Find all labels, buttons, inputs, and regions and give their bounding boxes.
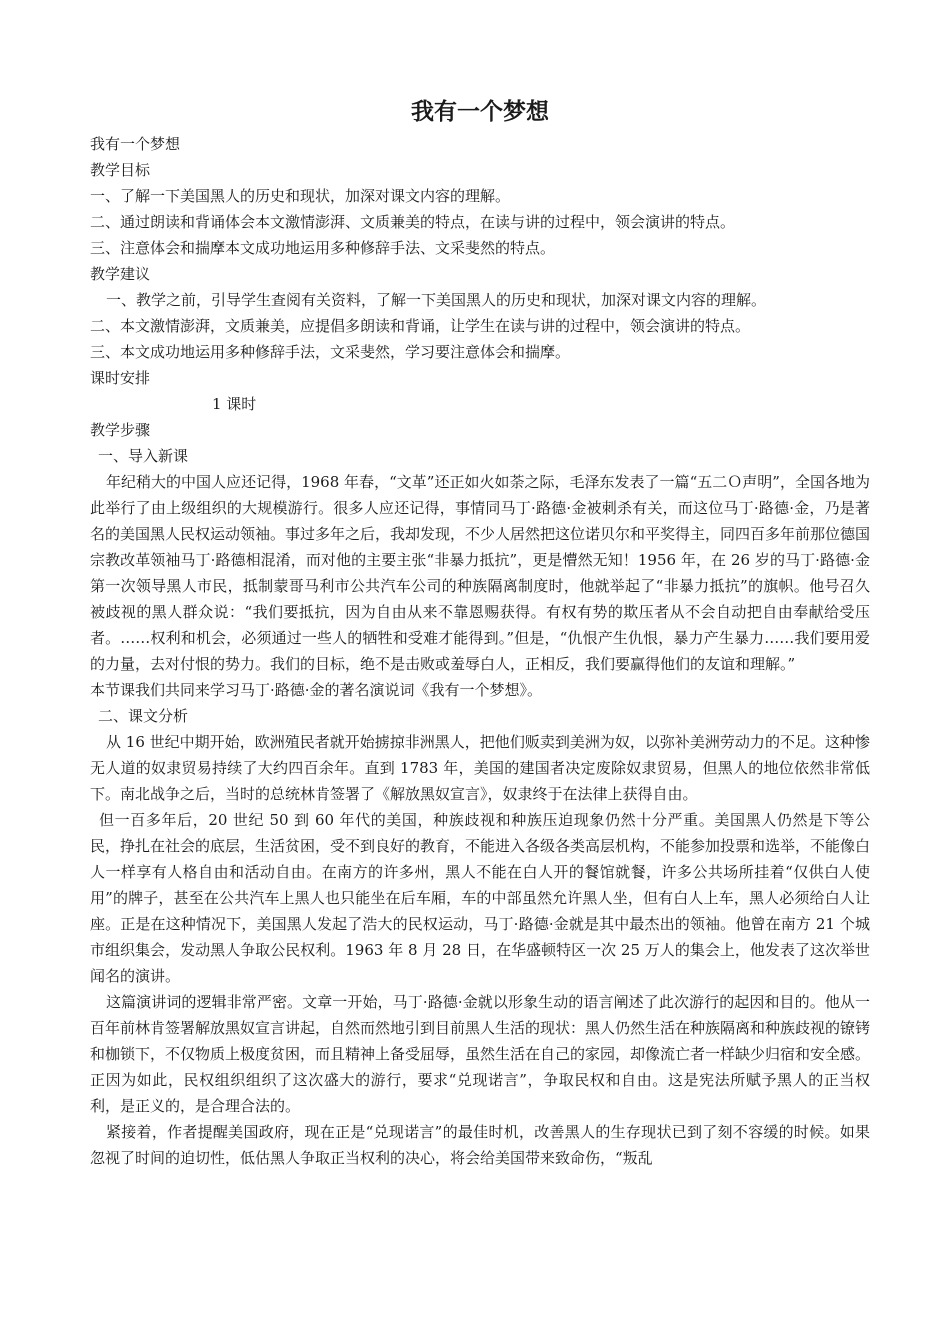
page-title: 我有一个梦想 [411, 98, 549, 125]
analysis-paragraph: 紧接着，作者提醒美国政府，现在正是“兑现诺言”的最佳时机，改善黑人的生存现状已到了刻不容缓的时候。如果忽视了时间的迫切性，低估黑人争取正当权利的决心，将会给美国带来致命伤，“叛乱 [90, 1123, 870, 1167]
goal-item: 三、注意体会和揣摩本文成功地运用多种修辞手法、文采斐然的特点。 [90, 239, 556, 257]
goal-item: 二、通过朗读和背诵体会本文激情澎湃、文质兼美的特点，在读与讲的过程中，领会演讲的特点。 [90, 213, 736, 231]
goals-heading: 教学目标 [90, 161, 151, 179]
schedule-value: 1 课时 [212, 395, 257, 413]
suggestions-heading: 教学建议 [90, 265, 151, 283]
suggestion-item: 一、教学之前，引导学生查阅有关资料，了解一下美国黑人的历史和现状，加深对课文内容的理解。 [106, 291, 767, 309]
schedule-heading: 课时安排 [90, 369, 151, 387]
analysis-paragraph: 但一百多年后，20 世纪 50 到 60 年代的美国，种族歧视和种族压迫现象仍然十分严重。美国黑人仍然是下等公民，挣扎在社会的底层，生活贫困，受不到良好的教育，不能进入各级各类高层机构，不能参加投票和选举，不能像白人一样享有人格自由和活动自由。在南方的许多州，黑人不能在白人开的餐馆就餐，许多公共场所挂着“仅供白人使用”的牌子，甚至在公共汽车上黑人也只能坐在后车厢，车的中部虽然允许黑人坐，但有白人上车，黑人必须给白人让座。正是在这种情况下，美国黑人发起了浩大的民权运动，马丁·路德·金就是其中最杰出的领袖。他曾在南方 21 个城市组织集会，发动黑人争取公民权利。1963 年 8 月 28 日，在华盛顿特区一次 25 万人的集会上，他发表了这次举世闻名的演讲。 [90, 811, 871, 985]
intro-paragraph: 年纪稍大的中国人应还记得，1968 年春，“文革”还正如火如荼之际，毛泽东发表了一篇“五二Ｏ声明”，全国各地为此举行了由上级组织的大规模游行。很多人应还记得，事情同马丁·路德·金被刺杀有关，而这位马丁·路德·金，乃是著名的美国黑人民权运动领袖。事过多年之后，我却发现，不少人居然把这位诺贝尔和平奖得主，同四百多年前那位德国宗教改革领袖马丁·路德相混淆，而对他的主要主张“非暴力抵抗”，更是懵然无知！1956 年，在 26 岁的马丁·路德·金第一次领导黑人市民，抵制蒙哥马利市公共汽车公司的种族隔离制度时，他就举起了“非暴力抵抗”的旗帜。他号召久被歧视的黑人群众说：“我们要抵抗，因为自由从来不靠恩赐获得。有权有势的欺压者从不会自动把自由奉献给受压者。……权利和机会，必须通过一些人的牺牲和受难才能得到。”但是，“仇恨产生仇恨，暴力产生暴力……我们要用爱的力量，去对付恨的势力。我们的目标，绝不是击败或羞辱白人，正相反，我们要赢得他们的友谊和理解。” [90, 473, 871, 673]
analysis-paragraph: 这篇演讲词的逻辑非常严密。文章一开始，马丁·路德·金就以形象生动的语言阐述了此次游行的起因和目的。他从一百年前林肯签署解放黑奴宣言讲起，自然而然地引到目前黑人生活的现状：黑人仍然生活在种族隔离和种族歧视的镣铐和枷锁下，不仅物质上极度贫困，而且精神上备受屈辱，虽然生活在自己的家园，却像流亡者一样缺少归宿和安全感。正因为如此，民权组织组织了这次盛大的游行，要求“兑现诺言”，争取民权和自由。这是宪法所赋予黑人的正当权利，是正义的，是合理合法的。 [90, 993, 871, 1115]
intro-closing: 本节课我们共同来学习马丁·路德·金的著名演说词《我有一个梦想》。 [90, 681, 543, 699]
analysis-heading: 二、课文分析 [98, 707, 189, 725]
suggestion-item: 二、本文激情澎湃，文质兼美，应提倡多朗读和背诵，让学生在读与讲的过程中，领会演讲的特点。 [90, 317, 751, 335]
goal-item: 一、了解一下美国黑人的历史和现状，加深对课文内容的理解。 [90, 187, 511, 205]
steps-heading: 教学步骤 [90, 421, 151, 439]
suggestion-item: 三、本文成功地运用多种修辞手法，文采斐然，学习要注意体会和揣摩。 [90, 343, 571, 361]
document-subtitle: 我有一个梦想 [90, 135, 181, 153]
analysis-paragraph: 从 16 世纪中期开始，欧洲殖民者就开始掳掠非洲黑人，把他们贩卖到美洲为奴，以弥补美洲劳动力的不足。这种惨无人道的奴隶贸易持续了大约四百余年。直到 1783 年，美国的建国者决定废除奴隶贸易，但黑人的地位依然非常低下。南北战争之后，当时的总统林肯签署了《解放黑奴宣言》，奴隶终于在法律上获得自由。 [90, 733, 870, 803]
intro-heading: 一、导入新课 [98, 447, 189, 465]
